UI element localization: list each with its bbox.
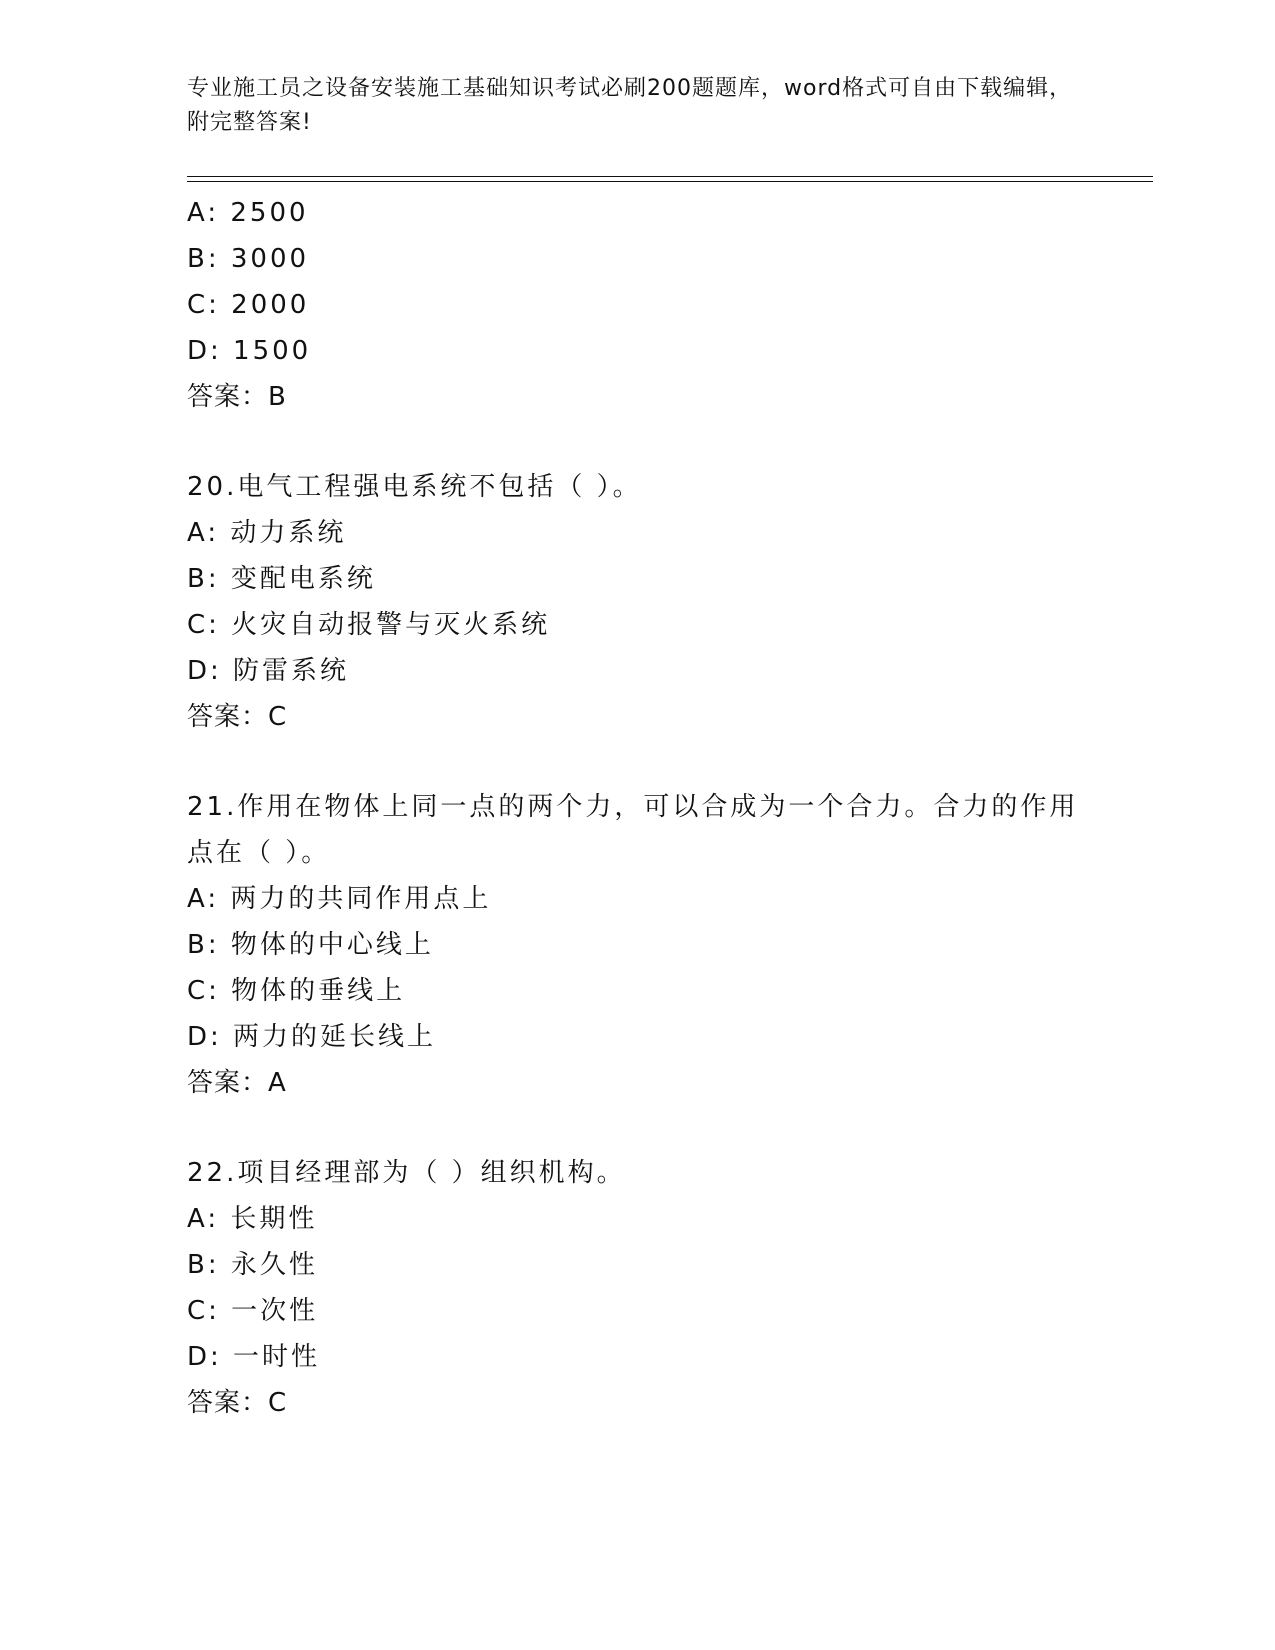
header-divider-top <box>187 176 1153 177</box>
option-d: D: 1500 <box>187 336 312 366</box>
question-21 <box>187 784 1087 1106</box>
option-d: D: 一时性 <box>187 1342 321 1372</box>
answer: 答案：C <box>187 702 288 732</box>
option-a: A: 两力的共同作用点上 <box>187 884 492 914</box>
option-b: B: 永久性 <box>187 1250 318 1280</box>
header-divider-bottom <box>187 181 1153 182</box>
question-text: 22.项目经理部为（ ）组织机构。 <box>187 1158 626 1188</box>
option-b: B: 变配电系统 <box>187 564 376 594</box>
answer: 答案：C <box>187 1388 288 1418</box>
question-19-continued <box>187 190 1087 420</box>
option-c: C: 物体的垂线上 <box>187 976 406 1006</box>
answer: 答案：B <box>187 382 287 412</box>
document-header <box>187 72 1087 140</box>
answer: 答案：A <box>187 1068 287 1098</box>
option-c: C: 2000 <box>187 290 310 320</box>
option-c: C: 火灾自动报警与灭火系统 <box>187 610 551 640</box>
option-b: B: 物体的中心线上 <box>187 930 434 960</box>
question-22 <box>187 1150 1087 1426</box>
question-list <box>187 190 1087 1426</box>
question-text: 21.作用在物体上同一点的两个力，可以合成为一个合力。合力的作用点在（ ）。 <box>187 792 1079 868</box>
question-20 <box>187 464 1087 740</box>
question-text: 20.电气工程强电系统不包括（ ）。 <box>187 472 642 502</box>
option-b: B: 3000 <box>187 244 310 274</box>
option-d: D: 两力的延长线上 <box>187 1022 437 1052</box>
option-a: A: 长期性 <box>187 1204 318 1234</box>
option-a: A: 2500 <box>187 198 309 228</box>
option-d: D: 防雷系统 <box>187 656 350 686</box>
option-a: A: 动力系统 <box>187 518 347 548</box>
header-title: 专业施工员之设备安装施工基础知识考试必刷200题题库，word格式可自由下载编辑，附完整答案! <box>187 76 1073 135</box>
option-c: C: 一次性 <box>187 1296 319 1326</box>
